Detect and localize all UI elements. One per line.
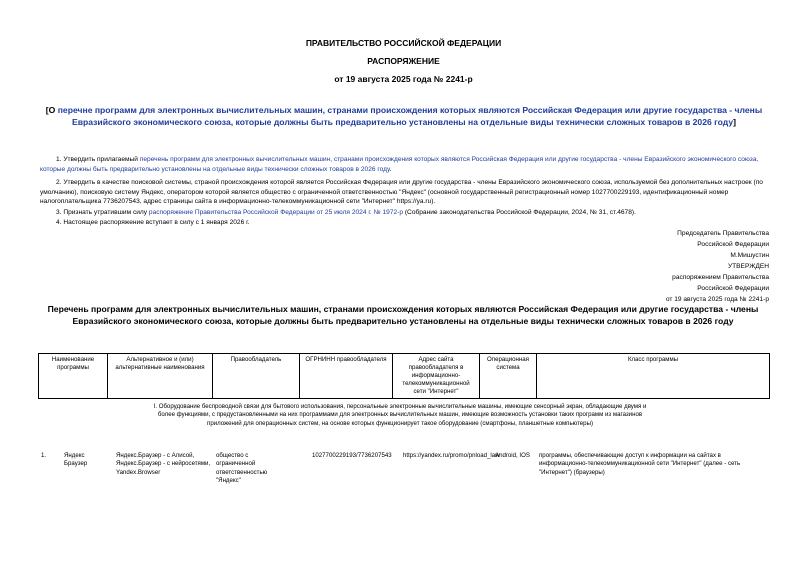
title-bracket-close: ]	[733, 117, 736, 127]
col-alt-header: Альтернативное и (или) альтернативные наименования	[108, 354, 213, 399]
programs-table	[38, 353, 770, 399]
signature-line-1: Председатель Правительства	[677, 230, 769, 237]
document-title	[34, 104, 774, 128]
title-bracket-open: [О	[45, 105, 58, 115]
col-class-header: Класс программы	[537, 354, 770, 399]
document-date-number: от 19 августа 2025 года № 2241-р	[334, 74, 473, 84]
row-alt-names: Яндекс.Браузер - с Алисой, Яндекс.Браузер - с нейросетями, Yandex.Browser	[116, 452, 211, 476]
approval-line-1: УТВЕРЖДЕН	[727, 263, 769, 270]
paragraph-1	[40, 155, 768, 174]
signature-line-3: М.Мишустин	[730, 252, 769, 259]
government-heading: ПРАВИТЕЛЬСТВО РОССИЙСКОЙ ФЕДЕРАЦИИ	[305, 38, 502, 48]
title-link[interactable]: перечне программ для электронных вычислительных машин, странами происхождения которых являются Российская Федерация или другие государства - члены Евразийского экономического союза, которые должны быть предварительно установлены на отдельные виды технически сложных товаров в 2026 году	[57, 105, 763, 127]
row-program-name: Яндекс Браузер	[64, 452, 88, 468]
p3-suffix: (Собрание законодательства Российской Федерации, 2024, № 31, ст.4678).	[403, 209, 636, 216]
paragraph-4: 4. Настоящее распоряжение вступает в силу с 1 января 2026 г.	[56, 219, 250, 226]
row-number: 1.	[41, 452, 47, 459]
approval-line-4: от 19 августа 2025 года № 2241-р	[665, 296, 769, 303]
approval-line-2: распоряжением Правительства	[672, 274, 769, 281]
list-title: Перечень программ для электронных вычислительных машин, странами происхождения которых являются Российская Федерация или другие государства - члены Евразийского экономического союза, которые должны быть предварительно установлены на отдельные виды технически сложных товаров в 2026 году	[47, 304, 759, 326]
table-header-row	[39, 354, 770, 399]
p1-link[interactable]: перечень программ для электронных вычислительных машин, странами происхождения которых являются Российская Федерация или другие государства - члены Евразийского экономического союза, которые должны быть предварительно установлены на отдельные виды технически сложных товаров в 2026 году	[40, 156, 759, 173]
paragraph-2: 2. Утвердить в качестве поисковой системы, страной происхождения которой является Российская Федерация или другие государства - члены Евразийского экономического союза, используемой без дополнительных настроек (по умолчанию), поисковую систему Яндекс, оператором которой является общество с ограниченной ответственностью "Яндекс" (основной государственный регистрационный номер 1027700229193, идентификационный номер налогоплательщика 7736207543, адрес страницы сайта в информационно-телекоммуникационной сети "Интернет" https://ya.ru).	[40, 179, 763, 206]
col-ogrn-header: ОГРНИНН правообладателя	[300, 354, 393, 399]
p1-suffix: .	[389, 165, 392, 173]
approval-line-3: Российской Федерации	[697, 285, 769, 292]
col-site-header: Адрес сайта правообладателя в информационно-телекоммуникационной сети "Интернет"	[393, 354, 480, 399]
row-ogrn: 1027700229193/7736207543	[312, 452, 392, 459]
col-owner-header: Правообладатель	[213, 354, 300, 399]
row-program-class: программы, обеспечивающие доступ к информации на сайтах в информационно-телекоммуникационной сети "Интернет" (далее - сеть "Интернет") (браузеры)	[539, 452, 741, 476]
col-name-header: Наименование программы	[39, 354, 108, 399]
p1-prefix: 1. Утвердить прилагаемый	[56, 156, 140, 163]
row-site: https://yandex.ru/promo/pnload_law	[403, 452, 500, 459]
document-type: РАСПОРЯЖЕНИЕ	[367, 56, 440, 66]
p3-prefix: 3. Признать утратившим силу	[56, 209, 149, 216]
section-title: I. Оборудование беспроводной связи для бытового использования, персональные электронные вычислительные машины, имеющие сенсорный экран, обладающие двумя и более функциями, с предустановленными на них программами для электронных вычислительных машин, имеющие возможность установки таких программ из магазинов приложений для операционных систем, на основе которых функционирует такое оборудование (смартфоны, планшетные компьютеры)	[153, 403, 647, 427]
signature-line-2: Российской Федерации	[697, 241, 769, 248]
signature-block	[666, 228, 769, 305]
col-os-header: Операционная система	[480, 354, 537, 399]
paragraph-3	[40, 208, 768, 218]
row-owner: общество с ограниченной ответственностью "Яндекс"	[216, 452, 268, 485]
row-os: Android, IOS	[495, 452, 530, 459]
p3-link[interactable]: распоряжение Правительства Российской Федерации от 25 июля 2024 г. № 1972-р	[148, 209, 404, 216]
